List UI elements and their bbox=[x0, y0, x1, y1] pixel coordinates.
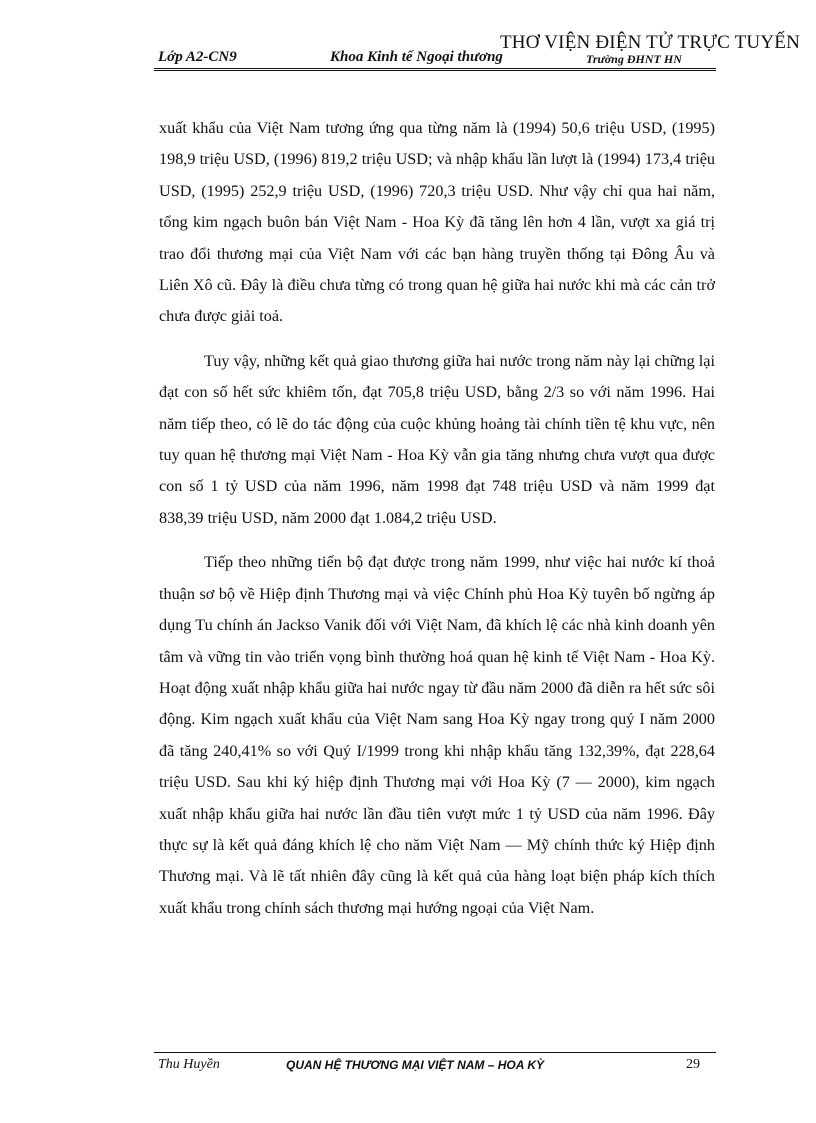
library-watermark: THƠ VIỆN ĐIỆN TỬ TRỰC TUYẾN bbox=[500, 32, 800, 53]
paragraph-3: Tiếp theo những tiến bộ đạt được trong năm 1999, như việc hai nước kí thoả thuận sơ bộ về Hiệp định Thương mại và việc Chính phủ Hoa Kỳ tuyên bố ngừng áp dụng Tu chính án Jackso Vanik đối với Việt Nam, đã khích lệ các nhà kinh doanh yên tâm và vững tin vào triển vọng bình thường hoá quan hệ kinh tế Việt Nam - Hoa Kỳ. Hoạt động xuất nhập khẩu giữa hai nước ngay từ đầu năm 2000 đã diễn ra hết sức sôi động. Kim ngạch xuất khẩu của Việt Nam sang Hoa Kỳ ngay trong quý I năm 2000 đã tăng 240,41% so với Quý I/1999 trong khi nhập khẩu tăng 132,39%, đạt 228,64 triệu USD. Sau khi ký hiệp định Thương mại với Hoa Kỳ (7 — 2000), kim ngạch xuất nhập khẩu giữa hai nước lần đầu tiên vượt mức 1 tỷ USD của năm 1996. Đây thực sự là kết quả đáng khích lệ cho năm Việt Nam — Mỹ chính thức ký Hiệp định Thương mại. Và lẽ tất nhiên đây cũng là kết quả của hàng loạt biện pháp kích thích xuất khẩu trong chính sách thương mại hướng ngoại của Việt Nam. bbox=[159, 553, 715, 917]
header-class-label: Lớp A2-CN9 bbox=[158, 49, 237, 65]
footer-title: QUAN HỆ THƯƠNG MẠI VIỆT NAM – HOA KỲ bbox=[286, 1058, 544, 1072]
body-text bbox=[159, 113, 715, 937]
page-number: 29 bbox=[686, 1057, 700, 1072]
paragraph-2: Tuy vậy, những kết quả giao thương giữa hai nước trong năm này lại chững lại đạt con số hết sức khiêm tốn, đạt 705,8 triệu USD, bằng 2/3 so với năm 1996. Hai năm tiếp theo, có lẽ do tác động của cuộc khủng hoảng tài chính tiền tệ khu vực, nên tuy quan hệ thương mại Việt Nam - Hoa Kỳ vẫn gia tăng nhưng chưa vượt qua được con số 1 tỷ USD của năm 1996, năm 1998 đạt 748 triệu USD và năm 1999 đạt 838,39 triệu USD, năm 2000 đạt 1.084,2 triệu USD. bbox=[159, 351, 715, 527]
header-faculty: Khoa Kinh tế Ngoại thương bbox=[330, 49, 503, 65]
header-divider bbox=[154, 68, 716, 71]
paragraph-1: xuất khẩu của Việt Nam tương ứng qua từng năm là (1994) 50,6 triệu USD, (1995) 198,9 triệu USD, (1996) 819,2 triệu USD; và nhập khẩu lần lượt là (1994) 173,4 triệu USD, (1995) 252,9 triệu USD, (1996) 720,3 triệu USD. Như vậy chỉ qua hai năm, tổng kim ngạch buôn bán Việt Nam - Hoa Kỳ đã tăng lên hơn 4 lần, vượt xa giá trị trao đổi thương mại của Việt Nam với các bạn hàng truyền thống tại Đông Âu và Liên Xô cũ. Đây là điều chưa từng có trong quan hệ giữa hai nước khi mà các cản trở chưa được giải toả. bbox=[159, 119, 715, 326]
footer-author: Thu Huyền bbox=[158, 1057, 220, 1072]
header-school: Trường ĐHNT HN bbox=[586, 52, 682, 66]
footer-divider bbox=[154, 1052, 716, 1053]
